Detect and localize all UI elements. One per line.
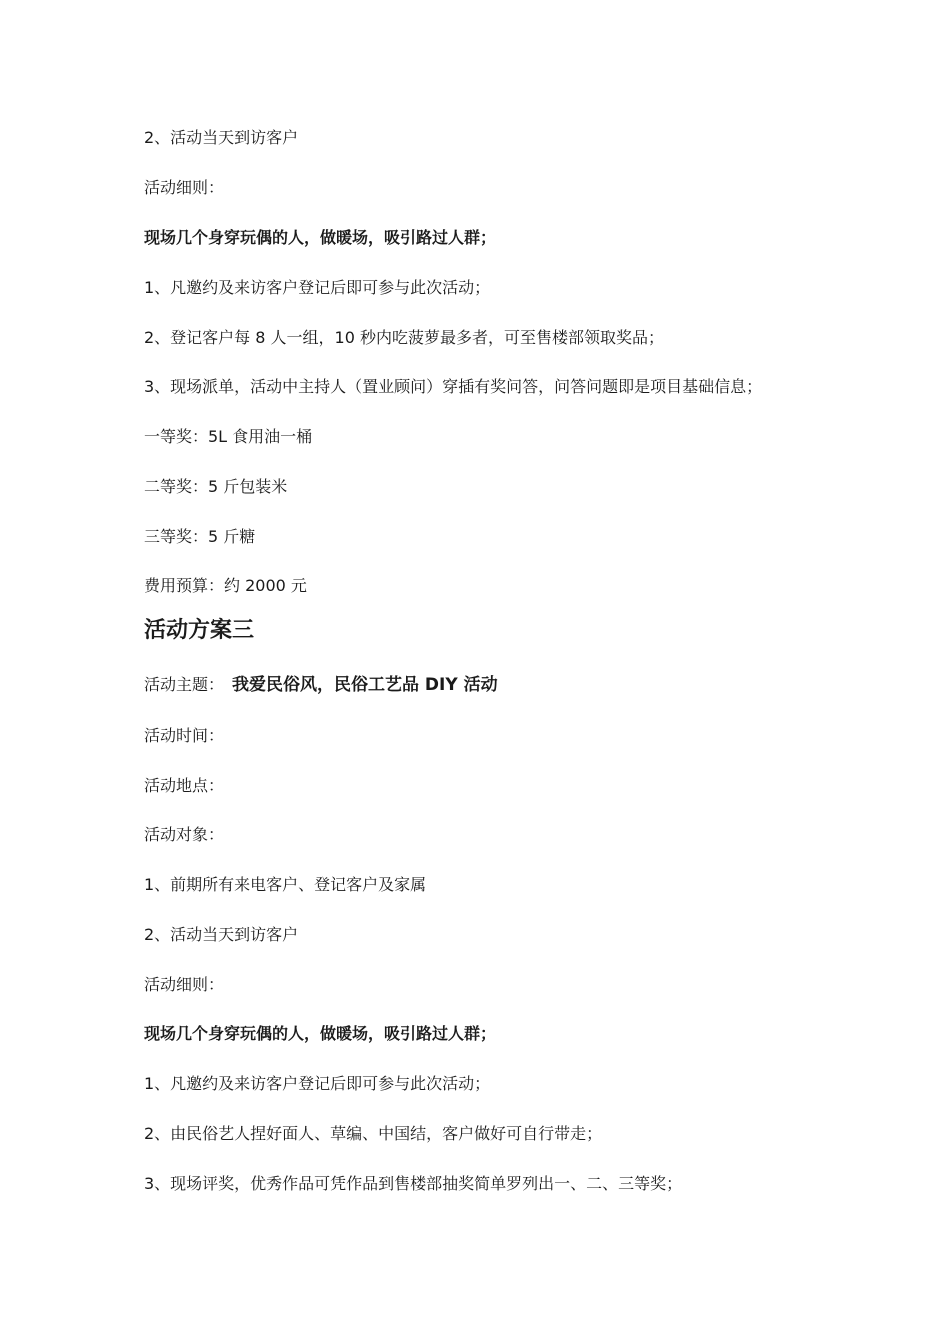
section-heading: 活动方案三 — [144, 618, 255, 643]
rule-item-2: 2、登记客户每 8 人一组，10 秒内吃菠萝最多者，可至售楼部领取奖品； — [144, 328, 664, 347]
prize-first: 一等奖：5L 食用油一桶 — [144, 427, 313, 446]
target-item-2: 2、活动当天到访客户 — [144, 925, 299, 944]
target-item-1: 1、前期所有来电客户、登记客户及家属 — [144, 875, 427, 894]
prize-third: 三等奖：5 斤糖 — [144, 527, 256, 546]
details-intro: 现场几个身穿玩偶的人，做暖场，吸引路过人群； — [144, 228, 497, 247]
theme-line — [144, 674, 498, 696]
time-label: 活动时间： — [144, 726, 225, 745]
rule-item-1: 1、凡邀约及来访客户登记后即可参与此次活动； — [144, 278, 491, 297]
rule-item-3: 3、现场评奖，优秀作品可凭作品到售楼部抽奖简单罗列出一、二、三等奖； — [144, 1174, 683, 1193]
details-label: 活动细则： — [144, 178, 225, 197]
budget-line: 费用预算：约 2000 元 — [144, 576, 307, 595]
details-intro: 现场几个身穿玩偶的人，做暖场，吸引路过人群； — [144, 1024, 497, 1043]
location-label: 活动地点： — [144, 776, 225, 795]
rule-item-1: 1、凡邀约及来访客户登记后即可参与此次活动； — [144, 1074, 491, 1093]
target-label: 活动对象： — [144, 825, 225, 844]
rule-item-3: 3、现场派单，活动中主持人（置业顾问）穿插有奖问答，问答问题即是项目基础信息； — [144, 377, 763, 396]
prize-second: 二等奖：5 斤包装米 — [144, 477, 288, 496]
rule-item-2: 2、由民俗艺人捏好面人、草编、中国结，客户做好可自行带走； — [144, 1124, 603, 1143]
details-label: 活动细则： — [144, 975, 225, 994]
target-item-2: 2、活动当天到访客户 — [144, 128, 299, 147]
theme-value: 我爱民俗风，民俗工艺品 DIY 活动 — [232, 675, 498, 695]
theme-label: 活动主题： — [144, 675, 225, 694]
